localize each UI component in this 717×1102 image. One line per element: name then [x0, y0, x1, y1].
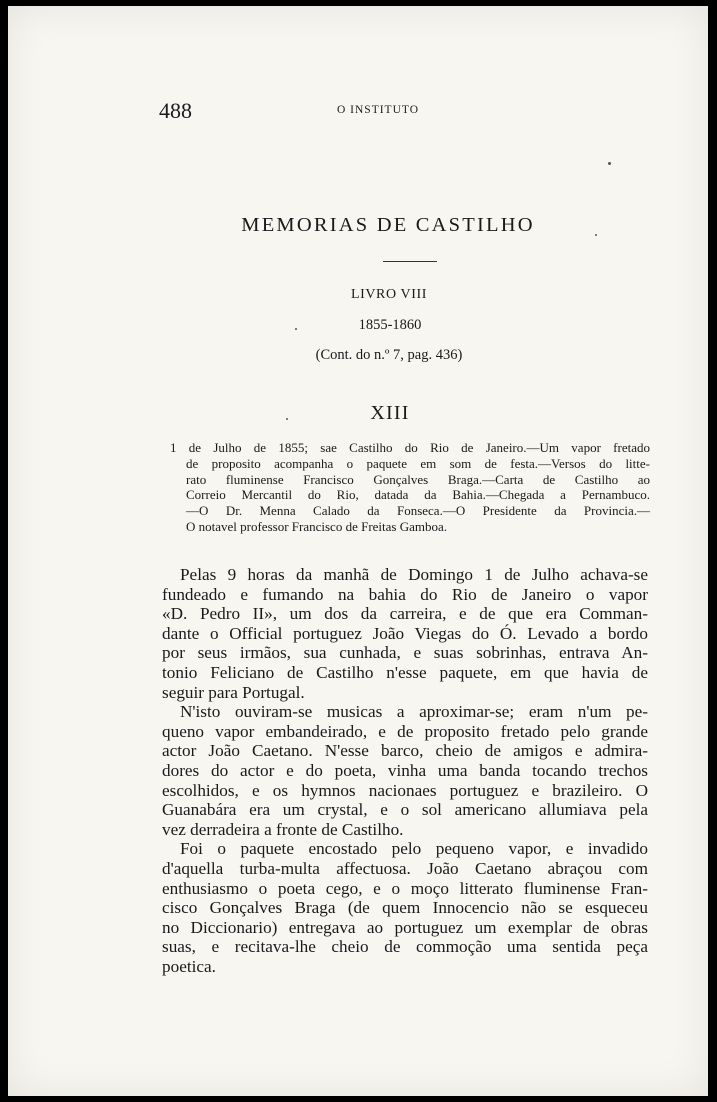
body-line: actor João Caetano. N'esse barco, cheio de amigos e admira-: [162, 741, 648, 761]
summary-line: 1 de Julho de 1855; sae Castilho do Rio de Janeiro.—Um vapor fretado: [170, 440, 650, 455]
scan-speck: [608, 162, 611, 165]
title-divider: [383, 261, 437, 262]
body-line: vez derradeira a fronte de Castilho.: [162, 819, 404, 839]
body-line: d'aquella turba-multa affectuosa. João Caetano abraçou com: [162, 858, 648, 878]
scan-speck: [295, 328, 297, 330]
document-page: [8, 6, 708, 1096]
article-title: MEMORIAS DE CASTILHO: [241, 214, 535, 236]
body-line: seguir para Portugal.: [162, 682, 305, 702]
summary-line: rato fluminense Francisco Gonçalves Braga.—Carta de Castilho ao: [186, 471, 650, 487]
book-label: LIVRO VIII: [350, 287, 428, 302]
summary-line: —O Dr. Menna Calado da Fonseca.—O Presidente da Provincia.—: [186, 503, 650, 519]
body-line: dores do actor e do poeta, vinha uma banda tocando trechos: [162, 760, 648, 780]
body-text: [162, 565, 648, 976]
page-number: 488: [159, 98, 192, 123]
scan-speck: [595, 234, 597, 236]
body-line: por seus irmãos, sua cunhada, e suas sobrinhas, entrava An-: [162, 643, 648, 663]
body-line: fundeado e fumando na bahia do Rio de Janeiro o vapor: [162, 584, 648, 604]
body-line: no Diccionario) entregava ao portuguez um exemplar de obras: [162, 917, 648, 937]
body-line: «D. Pedro II», um dos da carreira, e de que era Comman-: [162, 604, 648, 624]
summary-line: Correio Mercantil do Rio, datada da Bahia.—Chegada a Pernambuco.: [186, 487, 650, 503]
body-line: dante o Official portuguez João Viegas do Ó. Levado a bordo: [162, 623, 648, 643]
summary-line: de proposito acompanha o paquete em som de festa.—Versos do litte-: [186, 455, 650, 471]
body-line: Pelas 9 horas da manhã de Domingo 1 de Julho achava-se: [180, 565, 648, 584]
page-header: [8, 98, 708, 122]
year-range: 1855-1860: [358, 317, 422, 333]
body-line: cisco Gonçalves Braga (de quem Innocencio não se esqueceu: [162, 898, 648, 918]
body-line: enthusiasmo o poeta cego, e o moço litterato fluminense Fran-: [162, 878, 648, 898]
body-line: Foi o paquete encostado pelo pequeno vapor, e invadido: [180, 839, 648, 859]
body-line: poetica.: [162, 956, 216, 976]
body-line: Guanabára era um crystal, e o sol americano allumiava pela: [162, 800, 648, 820]
chapter-number: XIII: [370, 402, 410, 424]
body-line: suas, e recitava-lhe cheio de commoção uma sentida peça: [162, 937, 648, 957]
scan-speck: [286, 418, 288, 420]
continuation-note: (Cont. do n.º 7, pag. 436): [315, 347, 463, 363]
body-line: escolhidos, e os hymnos nacionaes portuguez e brazileiro. O: [162, 780, 648, 800]
body-line: tonio Feliciano de Castilho n'esse paquete, em que havia de: [162, 662, 648, 682]
body-line: queno vapor embandeirado, e de proposito fretado pelo grande: [162, 721, 648, 741]
body-line: N'isto ouviram-se musicas a aproximar-se; eram n'um pe-: [180, 702, 648, 722]
running-title: O INSTITUTO: [336, 104, 420, 116]
chapter-summary: [170, 440, 650, 535]
summary-line: O notavel professor Francisco de Freitas Gamboa.: [186, 518, 448, 534]
